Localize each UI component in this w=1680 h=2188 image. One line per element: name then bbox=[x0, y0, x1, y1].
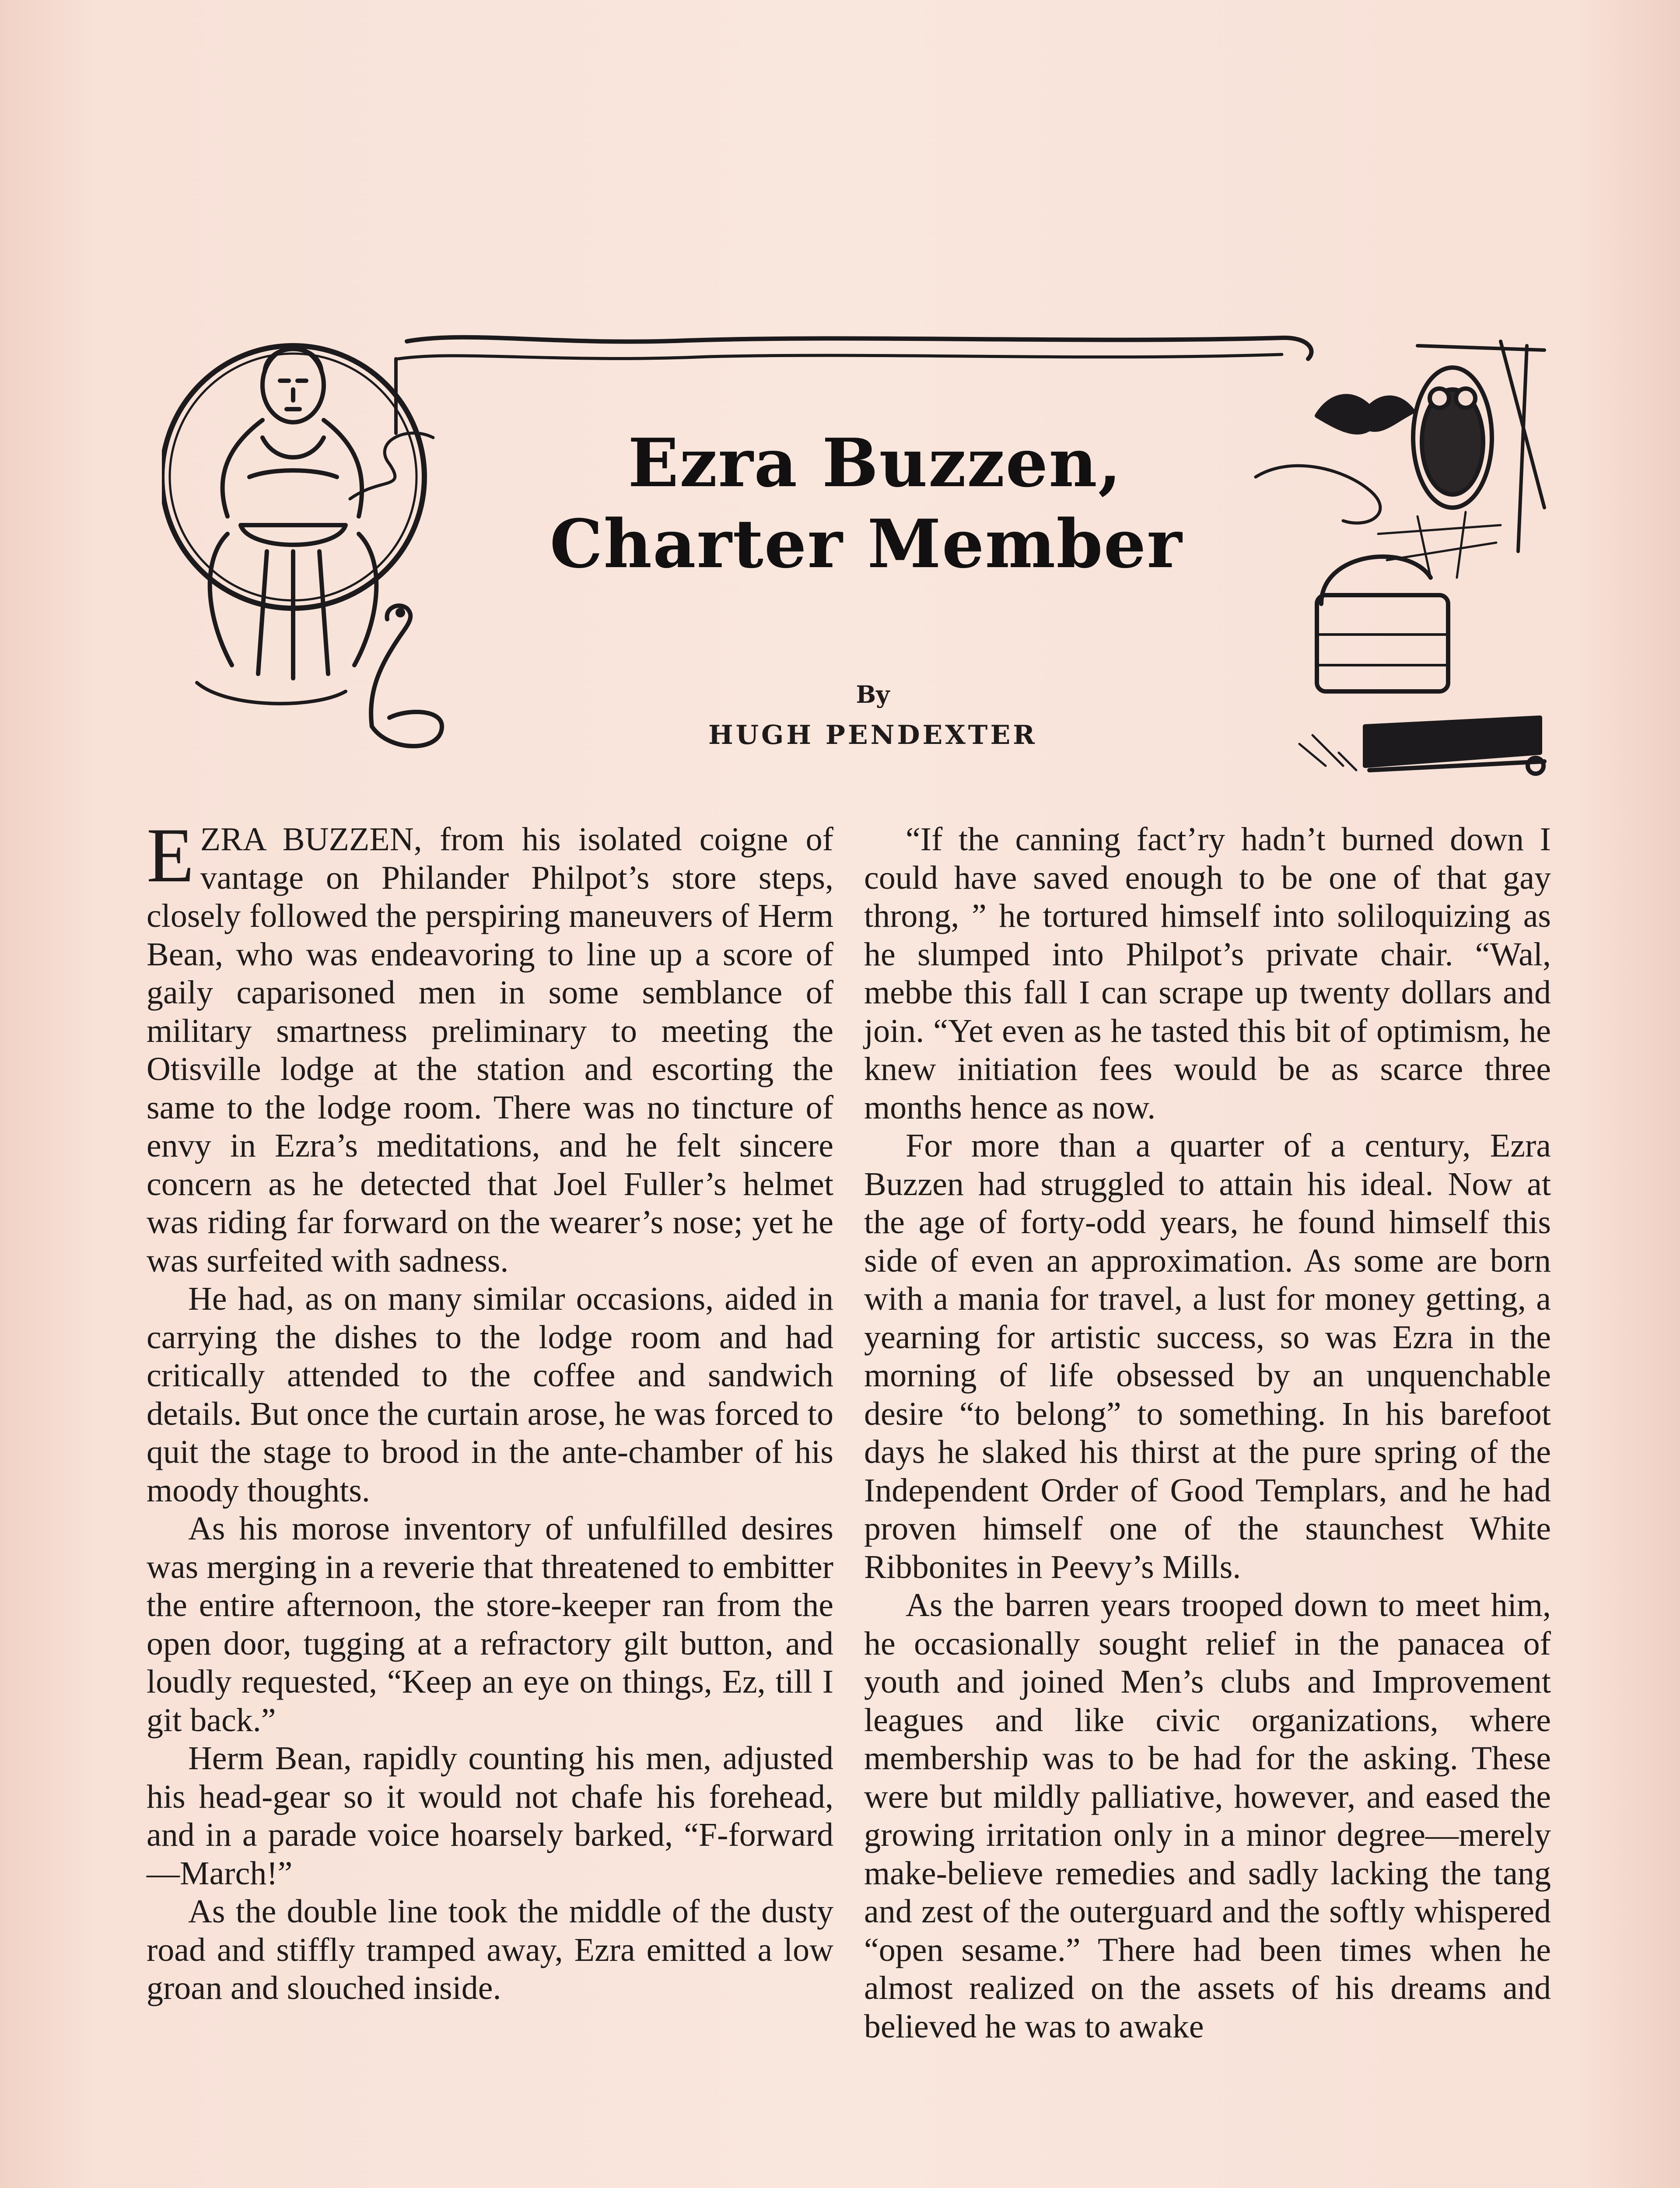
author-name: HUGH PENDEXTER bbox=[708, 720, 1038, 750]
paragraph: For more than a quarter of a century, Ezra Buzzen had struggled to attain his ideal. Now at the age of forty-odd years, he found himself this side of even an approximation. As some are born with a mania for travel, a lust for money getting, a yearning for artistic success, so was Ezra in the morning of life obsessed by an unquenchable desire “to belong” to something. In his barefoot days he slaked his thirst at the pure spring of the Independent Order of Good Templars, and he had proven himself one of the staunchest White Ribbonites in Peevy’s Mills. bbox=[864, 1127, 1551, 1585]
paragraph bbox=[147, 812, 833, 1280]
paragraph: As the double line took the middle of the dusty road and stiffly tramped away, Ezra emitted a low groan and slouched inside. bbox=[147, 1893, 833, 2006]
paragraph: As the barren years trooped down to meet him, he occasionally sought relief in the panacea of youth and joined Men’s clubs and Improvement leagues and like civic organizations, where membership was to be had for the asking. These were but mildly palliative, however, and eased the growing irritation only in a minor degree—merely make-believe remedies and sadly lacking the tang and zest of the outerguard and the softly whispered “open sesame.” There had been times when he almost realized on the assets of his dreams and believed he was to awake bbox=[864, 1587, 1551, 2045]
article-title-line2: Charter Member bbox=[550, 505, 1183, 583]
paragraph-text: ZRA BUZZEN, from his isolated coigne of vantage on Philander Philpot’s store steps, closely followed the perspiring maneuvers of Herm Bean, who was endeavoring to line up a score of gaily caparisoned men in some semblance of military smartness preliminary to meeting the Otisville lodge at the station and escorting the same to the lodge room. There was no tincture of envy in Ezra’s meditations, and he felt sincere concern as he detected that Joel Fuller’s helmet was riding far forward on the wearer’s nose; yet he was surfeited with sadness. bbox=[147, 821, 833, 1279]
byline-label: By bbox=[856, 680, 890, 708]
paragraph: Herm Bean, rapidly counting his men, adjusted his head-gear so it would not chafe his forehead, and in a parade voice hoarsely barked, “F-forward—March!” bbox=[147, 1740, 833, 1892]
paragraph: He had, as on many similar occasions, aided in carrying the dishes to the lodge room and had critically attended to the coffee and sandwich details. But once the curtain arose, he was forced to quit the stage to brood in the ante-chamber of his moody thoughts. bbox=[147, 1280, 833, 1509]
paragraph: “If the canning fact’ry hadn’t burned down I could have saved enough to be one of that gay throng, ” he tortured himself into soliloquizing as he slumped into Philpot’s private chair. “Wal, mebbe this fall I can scrape up twenty dollars and join. “Yet even as he tasted this bit of optimism, he knew initiation fees would be as scarce three months hence as now. bbox=[864, 821, 1551, 1126]
left-column bbox=[147, 812, 833, 2008]
right-column bbox=[864, 820, 1551, 2046]
drop-cap: E bbox=[147, 812, 194, 898]
article-title-line1: Ezra Buzzen, bbox=[628, 424, 1122, 502]
paragraph: As his morose inventory of unfulfilled desires was merging in a reverie that threatened to embitter the entire afternoon, the store-keeper ran from the open door, tugging at a refractory gilt button, and loudly requested, “Keep an eye on things, Ez, till I git back.” bbox=[147, 1510, 833, 1739]
